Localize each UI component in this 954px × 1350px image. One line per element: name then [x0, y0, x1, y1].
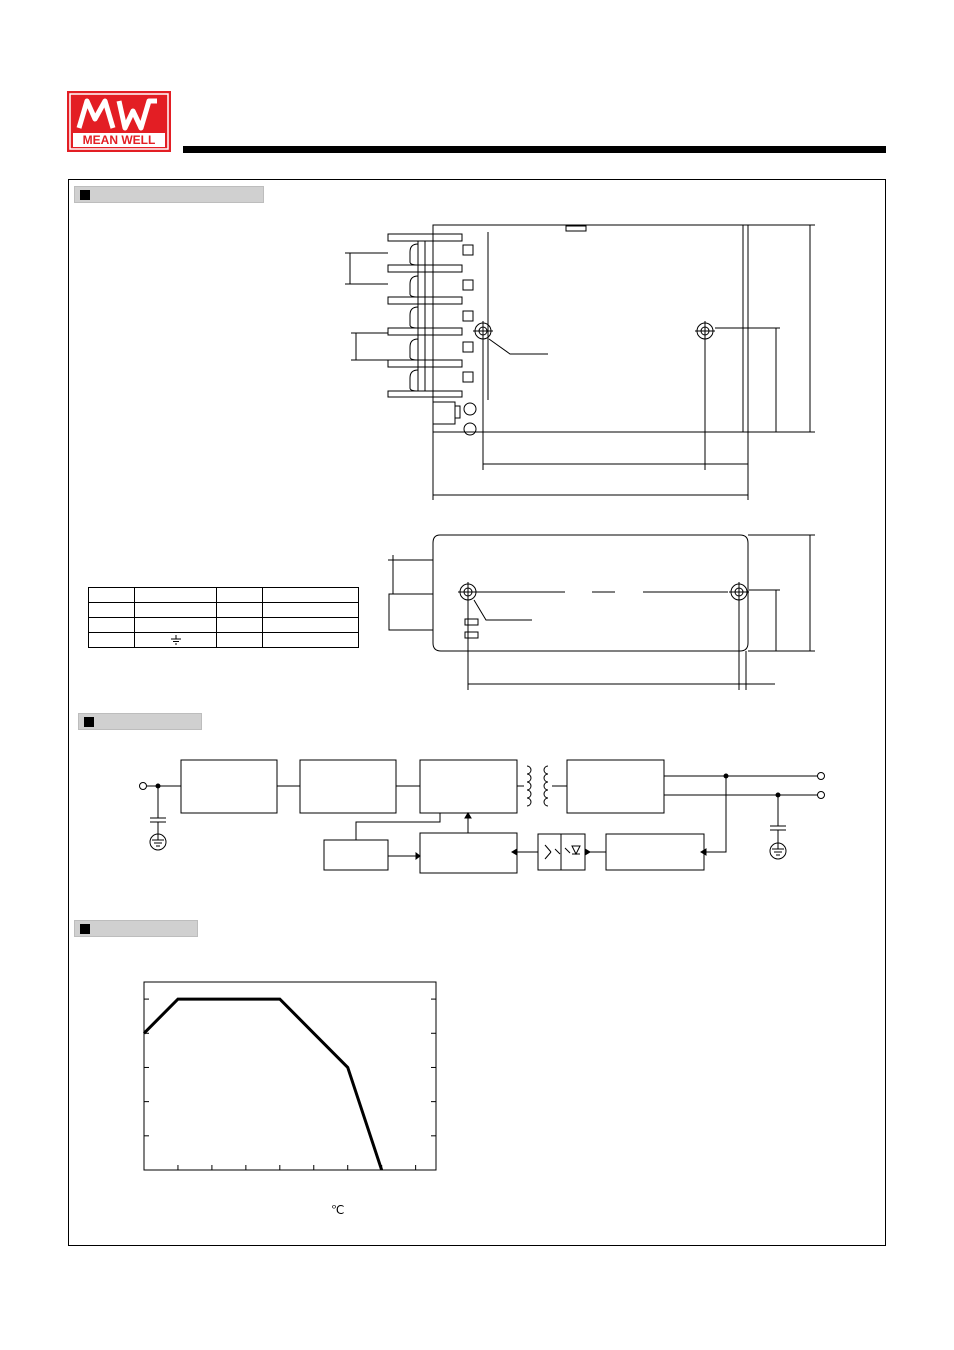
chart-series-line [144, 999, 382, 1170]
x-axis-unit-label: ℃ [331, 1203, 345, 1217]
logo-wordmark: MEAN WELL [82, 133, 156, 147]
